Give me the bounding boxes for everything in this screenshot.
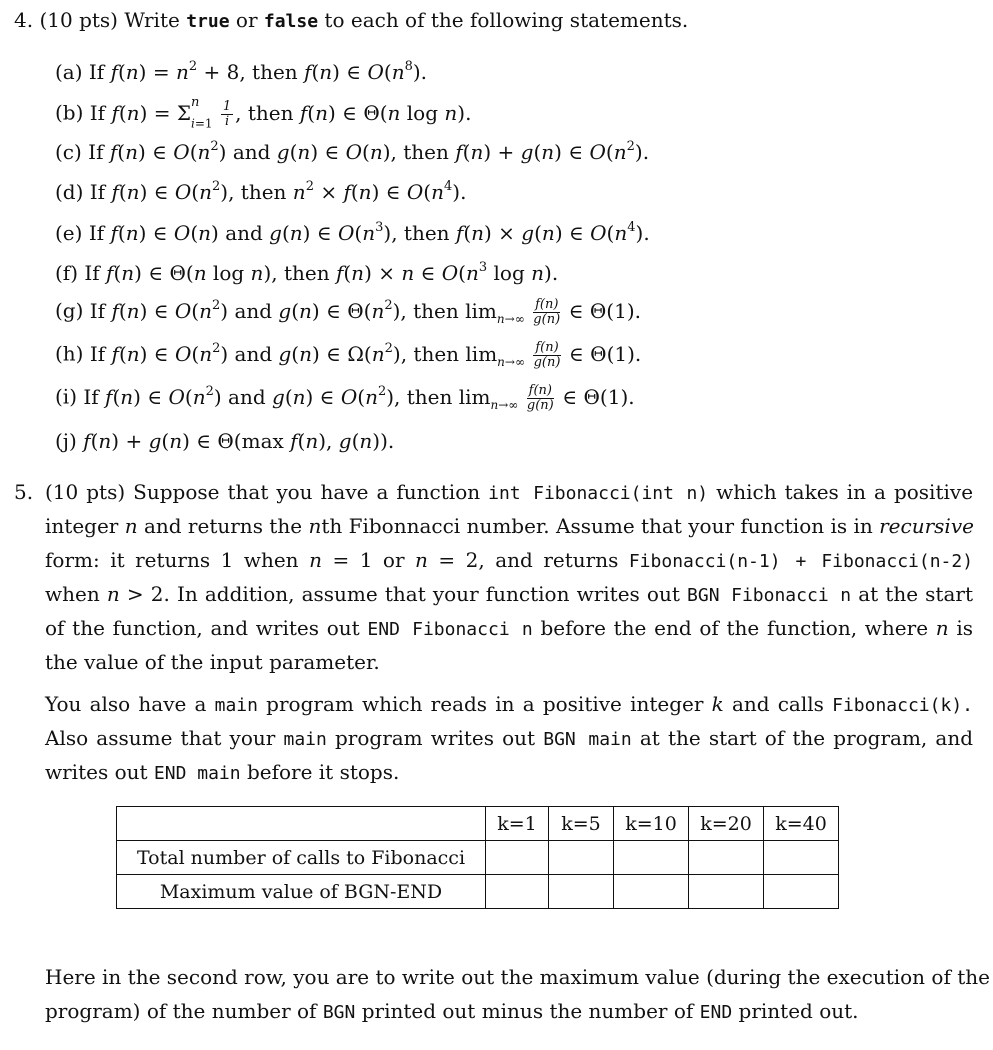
keyword-false: false (263, 11, 319, 32)
code-end-word: END (699, 1002, 733, 1023)
text: and returns the (143, 514, 303, 538)
answer-cell[interactable] (549, 841, 614, 875)
answer-cell[interactable] (764, 875, 839, 909)
statement-math: If $f(n) = \Sigma^n$ $_{i=1}$ $\frac{1}{i}$ , then f(n) ∈ Θ(n log n). (89, 95, 472, 131)
table-corner-cell (117, 807, 486, 841)
statement-f (55, 261, 558, 285)
answer-cell[interactable] (614, 875, 689, 909)
answer-cell[interactable] (689, 841, 764, 875)
statement-j (55, 429, 394, 453)
code-bgn-word: BGN (322, 1002, 356, 1023)
question-5-number: 5. (14, 480, 34, 504)
answer-cell[interactable] (614, 841, 689, 875)
statement-e (55, 221, 650, 245)
q5-para3-line1: Here in the second row, you are to write out the maximum value (during the execution of the (45, 965, 990, 989)
text: printed out minus the number of (361, 999, 694, 1023)
q5-para2-line1: You also have a main program which reads in a positive integer k and calls Fibonacci(k). (45, 692, 973, 716)
text: before the end of the function, where (540, 616, 929, 640)
statement-label: (j) (55, 429, 77, 453)
code-bgn-main: BGN main (543, 729, 632, 750)
code-main: main (283, 729, 327, 750)
question-5-points: (10 pts) (45, 480, 126, 504)
q5-para3-line2 (45, 999, 859, 1023)
code-call: Fibonacci(k). (832, 695, 973, 716)
code-end-main: END main (153, 763, 241, 784)
question-4-heading (14, 8, 688, 32)
text: and calls (731, 692, 824, 716)
text: = 1 or (332, 548, 405, 572)
statement-label: (f) (55, 261, 79, 285)
statement-label: (a) (55, 60, 83, 84)
code-expression: Fibonacci(n-1) + Fibonacci(n-2) (628, 551, 974, 572)
code-end: END Fibonacci n (367, 619, 533, 640)
statement-math: If $f(n) = n^2 + 8$, then f(n) ∈ $O(n^8)$. (88, 59, 428, 84)
q5-para1-line4: when n > 2. In addition, assume that your function writes out BGN Fibonacci n at the start (45, 582, 973, 606)
table-header-cell: k=40 (764, 807, 839, 841)
statement-i (55, 384, 635, 412)
answer-cell[interactable] (764, 841, 839, 875)
table-header-cell: k=10 (614, 807, 689, 841)
statement-math: If f(n) ∈ $O(n^2)$ and g(n) ∈ $\Theta(n^2)$, then $\lim_{n\to\infty}$ $\frac{f(n)}{g(n)}$ ∈ Θ(1). (89, 297, 641, 327)
statement-label: (e) (55, 221, 83, 245)
table-header-cell: k=1 (486, 807, 549, 841)
statement-label: (h) (55, 341, 84, 366)
q5-para1-line5: of the function, and writes out END Fibonacci n before the end of the function, where n is (45, 616, 974, 640)
code-bgn: BGN Fibonacci n (687, 585, 852, 606)
text: printed out. (738, 999, 859, 1023)
text: program writes out (334, 726, 536, 750)
statement-h (55, 341, 641, 369)
answer-cell[interactable] (689, 875, 764, 909)
statement-a (55, 60, 427, 84)
text: at the start (858, 582, 973, 606)
text: is (956, 616, 974, 640)
table-row-label: Total number of calls to Fibonacci (117, 841, 486, 875)
emphasis: recursive (879, 514, 974, 538)
answer-cell[interactable] (486, 841, 549, 875)
text: program which reads in a positive integer (266, 692, 704, 716)
statement-d (55, 180, 466, 204)
text: You also have a (45, 692, 207, 716)
text: when (45, 582, 100, 606)
answer-cell[interactable] (486, 875, 549, 909)
statement-label: (b) (55, 100, 84, 125)
text: at the start of the program, and (639, 726, 974, 750)
statement-math: If f(n) ∈ O(n) and g(n) ∈ $O(n^3)$, then f(n) × g(n) ∈ $O(n^4)$. (88, 220, 650, 245)
text: of the function, and writes out (45, 616, 360, 640)
statement-math: If f(n) ∈ $O(n^2)$ and g(n) ∈ $\Omega(n^2)$, then $\lim_{n\to\infty}$ $\frac{f(n)}{g(n)}$ ∈ Θ(1). (89, 340, 642, 370)
statement-math: If f(n) ∈ $O(n^2)$ and g(n) ∈ $O(n^2)$, then $\lim_{n\to\infty}$ $\frac{f(n)}{g(n)}$ ∈ Θ(1). (83, 383, 635, 413)
answer-table (116, 806, 839, 909)
statement-math: If f(n) ∈ Θ(n log n), then f(n) × n ∈ $O(n^3$ log n). (84, 260, 559, 285)
q5-para2-line3 (45, 760, 399, 784)
code-signature: int Fibonacci(int n) (488, 483, 709, 504)
text: program) of the number of (45, 999, 317, 1023)
word-or: or (235, 8, 258, 32)
statement-label: (i) (55, 384, 78, 409)
question-4-prompt-end: to each of the following statements. (324, 8, 689, 32)
keyword-true: true (186, 11, 230, 32)
q5-para1-line3: form: it returns 1 when n = 1 or n = 2, and returns Fibonacci(n-1) + Fibonacci(n-2) (45, 548, 974, 572)
statement-label: (c) (55, 140, 82, 164)
text: writes out (45, 760, 148, 784)
text: Suppose that you have a function (133, 480, 481, 504)
question-4-points: (10 pts) (39, 8, 118, 32)
text: integer (45, 514, 119, 538)
q5-para2-line2 (45, 726, 973, 750)
statement-c (55, 140, 649, 164)
code-main: main (214, 695, 258, 716)
text: > 2. In addition, assume that your function writes out (126, 582, 680, 606)
table-header-cell: k=20 (689, 807, 764, 841)
table-header-row (117, 807, 839, 841)
question-4-number: 4. (14, 8, 34, 32)
table-header-cell: k=5 (549, 807, 614, 841)
statement-math: f(n) + g(n) ∈ Θ(max f(n), g(n)). (83, 429, 395, 453)
table-row (117, 841, 839, 875)
statement-b (55, 95, 472, 131)
text: = 2, and returns (438, 548, 619, 572)
answer-cell[interactable] (549, 875, 614, 909)
statement-label: (d) (55, 180, 84, 204)
text: before it stops. (246, 760, 400, 784)
text: Also assume that your (45, 726, 276, 750)
statement-math: If f(n) ∈ $O(n^2)$ and g(n) ∈ O(n), then f(n) + g(n) ∈ $O(n^2)$. (88, 139, 650, 164)
statement-g (55, 298, 641, 326)
text: th Fibonnacci number. Assume that your function is in (321, 514, 873, 538)
table-row (117, 875, 839, 909)
statement-label: (g) (55, 298, 84, 323)
q5-para1-line2: integer n and returns the nth Fibonnacci number. Assume that your function is in recursive (45, 514, 974, 538)
question-4-prompt: Write (124, 8, 180, 32)
table-row-label: Maximum value of BGN-END (117, 875, 486, 909)
q5-para1-line1 (45, 480, 973, 504)
text: form: it returns 1 when (45, 548, 299, 572)
text: which takes in a positive (716, 480, 974, 504)
q5-para1-line6: the value of the input parameter. (45, 650, 380, 674)
statement-math: If f(n) ∈ $O(n^2)$, then $n^2 \times f(n)$ ∈ $O(n^4)$. (89, 179, 467, 204)
